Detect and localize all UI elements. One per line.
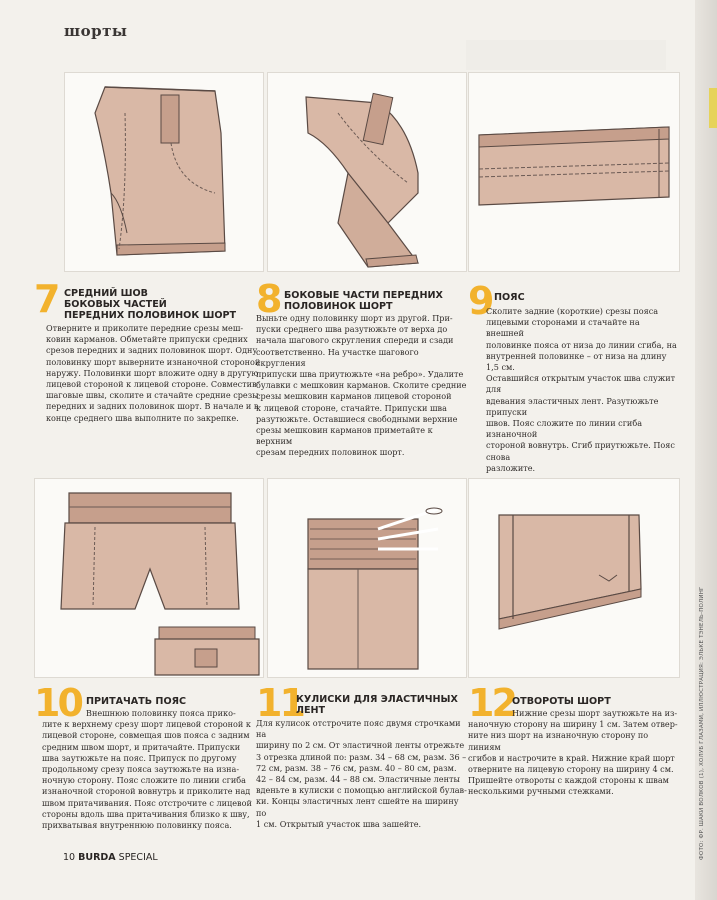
- body-line: срезам передних половинок шорт.: [256, 447, 405, 458]
- body-line: прихватывая внутреннюю половинку пояса.: [42, 820, 232, 831]
- section-tab-marker: [709, 88, 717, 128]
- body-line: половинке пояса от низа до линии сгиба, на: [486, 339, 677, 350]
- step-title-line: СРЕДНИЙ ШОВ: [64, 288, 148, 299]
- body-line: конце среднего шва выполните по закрепке.: [46, 412, 239, 423]
- step-title-line: БОКОВЫЕ ЧАСТИ ПЕРЕДНИХ: [284, 290, 443, 301]
- body-line: лицевой стороне, совмещая шов пояса с задним: [42, 730, 250, 741]
- step-title: [64, 288, 264, 321]
- body-line: отверните на лицевую сторону на ширину 4 см.: [468, 764, 674, 775]
- step-7: [34, 277, 262, 432]
- body-line: ночную сторону. Пояс сложите по линии сгиба: [42, 775, 247, 786]
- step-12: [468, 681, 680, 797]
- background-pattern: [466, 40, 666, 70]
- page-number: 10: [63, 852, 76, 863]
- illustration-step-11: [267, 478, 467, 678]
- body-line: продольному срезу пояса заутюжьте на изна-: [42, 764, 240, 775]
- body-line: передних и задних половинок шорт. В начале и в: [46, 401, 259, 412]
- body-line: разутюжьте. Оставшиеся свободными верхние: [256, 413, 458, 424]
- step-body: [468, 708, 680, 798]
- illustration-step-7: [64, 72, 264, 272]
- body-line: соответственно. На участке шагового скругления: [256, 346, 419, 368]
- body-line: 3 отрезка длиной по: разм. 34 – 68 см, разм. 36 –: [256, 751, 467, 762]
- step-number: 9: [468, 279, 495, 323]
- body-line: стороной вовнутрь. Сгиб приутюжьте. Пояс снова: [486, 440, 675, 462]
- body-line: Нижние срезы шорт заутюжьте на из-: [512, 708, 678, 718]
- step-body: [46, 323, 262, 424]
- body-line: ковин карманов. Обметайте припуски средних: [46, 334, 248, 345]
- step-body: [42, 708, 264, 831]
- body-line: срезы мешковин карманов лицевой стороной: [256, 391, 452, 402]
- body-line: несколькими ручными стежками.: [468, 786, 614, 797]
- body-line: Пришейте отвороты с каждой стороны к швам: [468, 775, 669, 786]
- body-line: пуски среднего шва разутюжьте от верха до: [256, 324, 448, 335]
- body-line: лицевыми сторонами и стачайте на внешней: [486, 317, 640, 339]
- illustration-step-8: [267, 72, 467, 272]
- body-line: 42 – 84 см, разм. 44 – 88 см. Эластичные ленты: [256, 774, 460, 785]
- body-line: вденьте в кулиски с помощью английской булав-: [256, 785, 467, 796]
- step-11: [256, 681, 468, 829]
- body-line: вдевания эластичных лент. Разутюжьте припуски: [486, 395, 659, 417]
- body-line: лицевой стороной к лицевой стороне. Совместив: [46, 379, 257, 390]
- step-title-line: ПЕРЕДНИХ ПОЛОВИНОК ШОРТ: [64, 310, 237, 321]
- step-title: [494, 292, 644, 303]
- illustration-step-9: [468, 72, 680, 272]
- body-line: к лицевой стороне, стачайте. Припуски шва: [256, 402, 447, 413]
- body-line: 72 см, разм. 38 – 76 см, разм. 40 – 80 см, разм.: [256, 762, 457, 773]
- body-line: швом притачивания. Пояс отстрочите с лицевой: [42, 797, 252, 808]
- body-line: 1 см. Открытый участок шва зашейте.: [256, 818, 422, 829]
- step-title-line: БОКОВЫХ ЧАСТЕЙ: [64, 299, 167, 310]
- body-line: шва заутюжьте на пояс. Припуск по другому: [42, 752, 237, 763]
- body-line: половинку шорт выверните изнаночной стороной: [46, 356, 261, 367]
- step-8: [256, 277, 467, 458]
- step-title-line: ПРИТАЧАТЬ ПОЯС: [86, 696, 187, 707]
- step-title: [512, 696, 672, 707]
- body-line: лите к верхнему срезу шорт лицевой стороной к: [42, 719, 251, 730]
- body-line: срезов передних и задних половинок шорт. Одну: [46, 345, 258, 356]
- body-line: стороны вдоль шва притачивания близко к шву,: [42, 808, 250, 819]
- step-title-line: ОТВОРОТЫ ШОРТ: [512, 696, 611, 707]
- step-body: [256, 313, 468, 459]
- body-line: Отверните и приколите передние срезы меш-: [46, 323, 244, 333]
- body-line: сгибов и настрочите в край. Нижние край шорт: [468, 752, 675, 763]
- step-number: 11: [256, 681, 303, 725]
- step-body: [486, 306, 680, 474]
- step-number: 12: [468, 681, 515, 725]
- step-title: [296, 694, 468, 716]
- brand-name: BURDA: [78, 852, 116, 863]
- body-line: ните низ шорт на изнаночную сторону по линиям: [468, 730, 649, 752]
- step-body: [256, 718, 468, 830]
- illustration-step-12: [468, 478, 680, 678]
- body-line: Оставшийся открытым участок шва служит для: [486, 373, 676, 395]
- step-title-line: ПОЛОВИНОК ШОРТ: [284, 301, 393, 312]
- step-title-line: ПОЯС: [494, 292, 525, 303]
- body-line: Сколите задние (короткие) срезы пояса: [486, 306, 659, 316]
- edition-name: SPECIAL: [118, 852, 158, 863]
- body-line: наночную сторону на ширину 1 см. Затем отвер-: [468, 719, 678, 730]
- body-line: шаговые швы, сколите и стачайте средние срезы: [46, 390, 259, 401]
- step-number: 8: [256, 277, 283, 321]
- step-10: [34, 681, 262, 836]
- body-line: булавки с мешковин карманов. Сколите средние: [256, 380, 467, 391]
- step-9: [468, 279, 678, 473]
- body-line: изнаночной стороной вовнутрь и приколите над: [42, 786, 251, 797]
- body-line: наружу. Половинки шорт вложите одну в другую: [46, 367, 259, 378]
- body-line: ки. Концы эластичных лент сшейте на ширину по: [256, 796, 459, 818]
- body-line: Выньте одну половинку шорт из другой. При-: [256, 313, 453, 323]
- body-line: внутренней половинке – от низа на длину 1,5 см.: [486, 350, 667, 373]
- body-line: Внешнюю половинку пояса прико-: [86, 708, 236, 718]
- illustration-step-10: [34, 478, 264, 678]
- step-number: 10: [34, 681, 81, 725]
- step-title: [86, 696, 256, 707]
- photo-credit: ФОТО: ФР. ШАКИ ВОЛКОВ (1), ХОЛУБ ГЛАЗАМИ, ИЛЛЮСТРАЦИЯ: ЭЛЬКЕ ТЭНЕЛЬ-ПОЛИНГ: [699, 586, 705, 860]
- body-line: ширину по 2 см. От эластичной ленты отрежьте: [256, 740, 465, 751]
- body-line: срезы мешковин карманов приметайте к верхним: [256, 425, 433, 447]
- body-line: Для кулисок отстрочите пояс двумя строчками на: [256, 718, 461, 740]
- section-title: шорты: [64, 22, 128, 40]
- body-line: припуски шва приутюжьте «на ребро». Удалите: [256, 369, 464, 380]
- step-number: 7: [34, 277, 61, 321]
- body-line: средним швом шорт, и притачайте. Припуски: [42, 741, 241, 752]
- step-title-line: КУЛИСКИ ДЛЯ ЭЛАСТИЧНЫХ: [296, 694, 458, 705]
- body-line: разложите.: [486, 462, 536, 473]
- page-footer: [63, 852, 158, 863]
- body-line: швов. Пояс сложите по линии сгиба изнаночной: [486, 418, 643, 440]
- step-title: [284, 290, 468, 312]
- body-line: начала шагового скругления спереди и сзади: [256, 335, 454, 346]
- step-title-line: ЛЕНТ: [296, 705, 326, 716]
